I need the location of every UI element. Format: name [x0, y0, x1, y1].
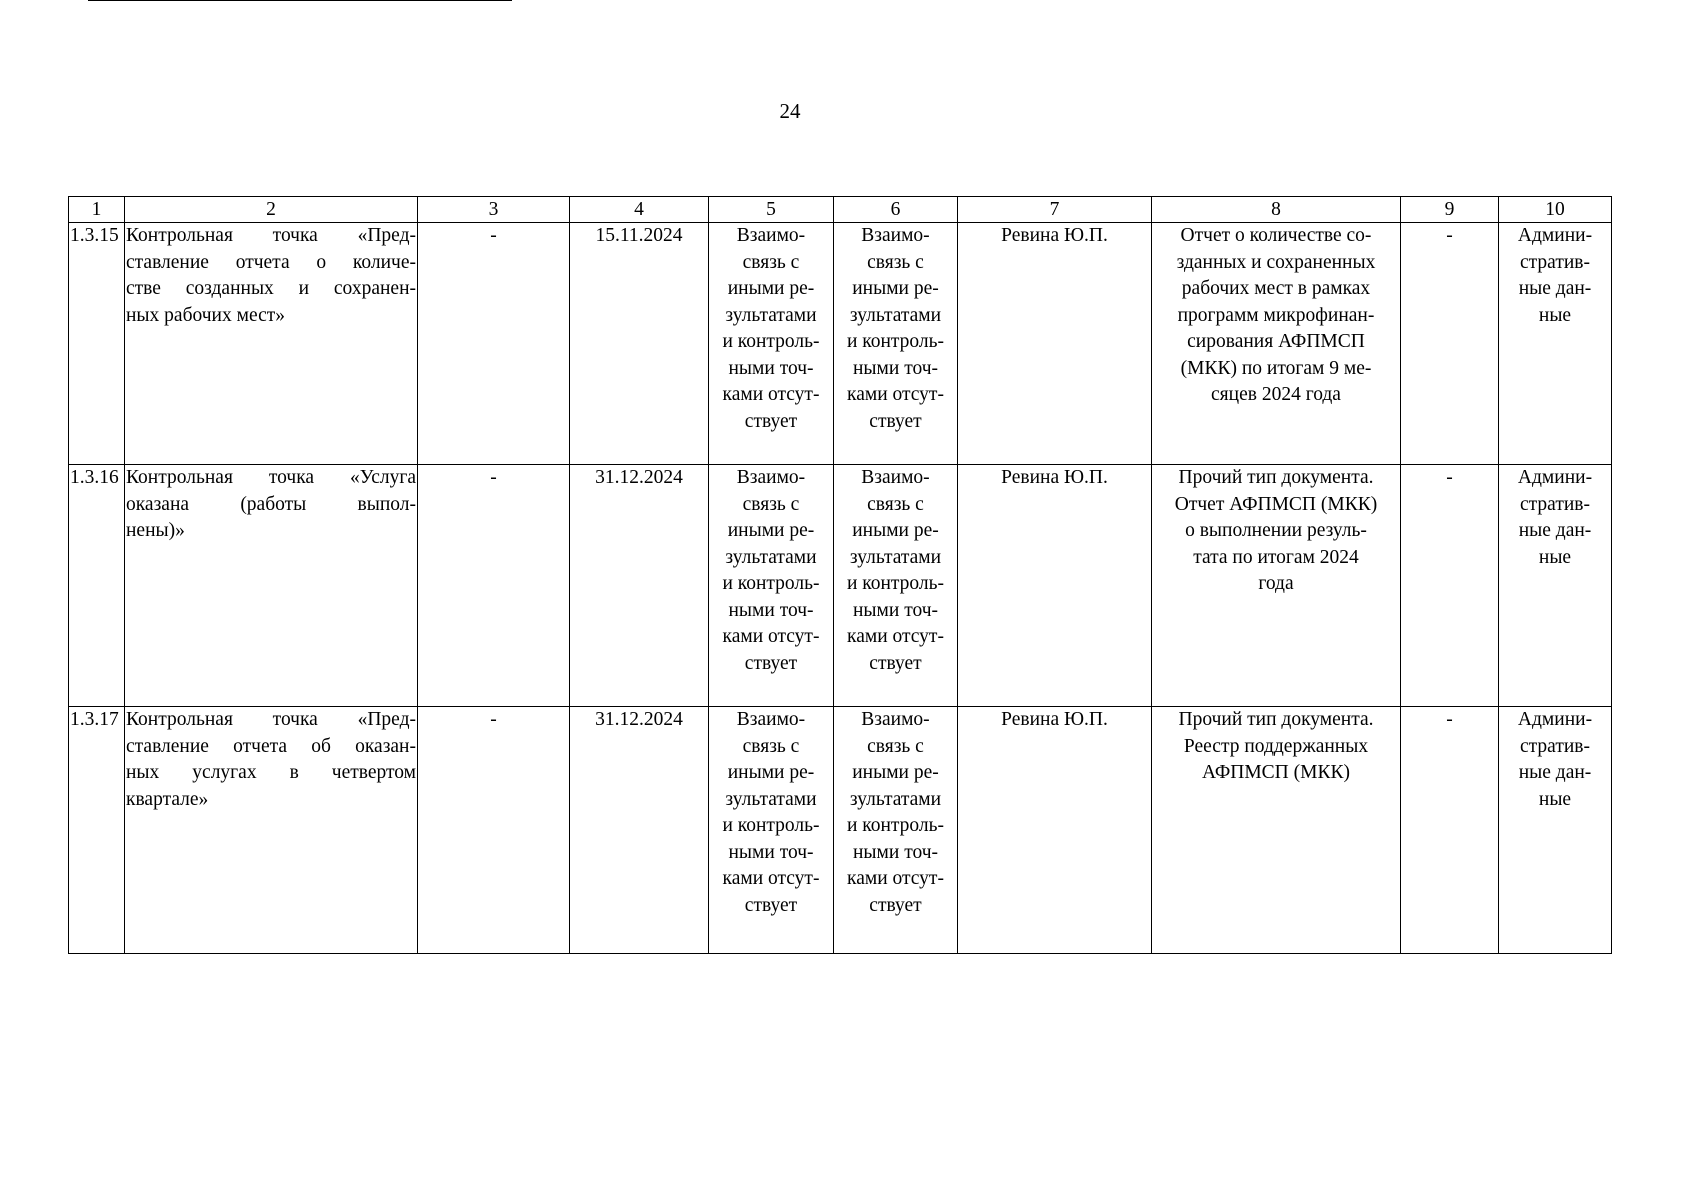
control-point-name-line: квартале»: [126, 788, 209, 810]
successors-line: зультатами: [849, 304, 942, 326]
document-line: зданных и сохраненных: [1176, 251, 1376, 273]
successors-line: зультатами: [849, 546, 942, 568]
info-system-cell: [1499, 223, 1612, 465]
predecessors-line: ствует: [744, 894, 798, 916]
table-row: [69, 707, 1612, 954]
date-cell: [570, 707, 709, 954]
column-3-value: -: [490, 467, 497, 488]
control-point-name-cell: [125, 223, 418, 465]
responsible-cell: [958, 465, 1152, 707]
document-line: Реестр поддержанных: [1183, 735, 1369, 757]
info-system-cell: [1499, 707, 1612, 954]
document-line: программ микрофинан-: [1177, 304, 1375, 326]
document-cell: [1152, 465, 1401, 707]
column-header: 4: [570, 197, 709, 223]
info-system-cell: [1499, 465, 1612, 707]
successors-line: связь с: [867, 493, 924, 515]
predecessors-cell: [709, 465, 834, 707]
control-point-name-line: стве созданных и сохранен-: [126, 278, 416, 299]
predecessors-line: Взаимо-: [736, 709, 806, 730]
column-header: 2: [125, 197, 418, 223]
column-header: 10: [1499, 197, 1612, 223]
predecessors-line: иными ре-: [727, 278, 815, 299]
info-system-line: ные: [1538, 788, 1572, 810]
row-number-cell: [69, 465, 125, 707]
info-system-line: Админи-: [1517, 709, 1593, 730]
successors-line: связь с: [867, 251, 924, 273]
info-system-line: ные: [1538, 546, 1572, 568]
document-line: года: [1258, 573, 1294, 594]
responsible-person: Ревина Ю.П.: [1001, 709, 1108, 730]
column-header: 3: [418, 197, 570, 223]
column-3-value: -: [490, 709, 497, 730]
predecessors-line: иными ре-: [727, 520, 815, 541]
predecessors-line: ными точ-: [728, 357, 814, 379]
info-system-line: Админи-: [1517, 467, 1593, 488]
successors-line: иными ре-: [852, 520, 939, 541]
document-line: о выполнении резуль-: [1185, 520, 1367, 541]
predecessors-line: и контроль-: [722, 331, 820, 352]
column-9-cell: [1401, 707, 1499, 954]
page-number: 24: [779, 99, 801, 123]
responsible-person: Ревина Ю.П.: [1001, 225, 1108, 246]
top-rule: [88, 0, 512, 1]
info-system-line: стратив-: [1520, 735, 1590, 757]
control-point-name-line: ных рабочих мест»: [126, 304, 286, 326]
successors-line: и контроль-: [846, 815, 945, 836]
column-header: 8: [1152, 197, 1401, 223]
successors-line: ками отсут-: [847, 868, 944, 889]
successors-line: ками отсут-: [847, 384, 944, 405]
predecessors-line: зультатами: [725, 546, 817, 568]
control-points-table: [68, 196, 1612, 954]
predecessors-line: связь с: [742, 735, 800, 757]
info-system-line: стратив-: [1520, 493, 1590, 515]
predecessors-line: ками отсут-: [722, 868, 820, 889]
control-point-name-line: ставление отчета о количе-: [126, 251, 416, 273]
row-number-cell: [69, 223, 125, 465]
document-cell: [1152, 223, 1401, 465]
predecessors-line: ками отсут-: [722, 384, 820, 405]
document-line: Прочий тип документа.: [1178, 467, 1374, 488]
row-number: 1.3.17: [70, 709, 119, 730]
document-line: Прочий тип документа.: [1178, 709, 1374, 730]
document-line: сяцев 2024 года: [1211, 384, 1341, 405]
predecessors-line: и контроль-: [722, 573, 820, 594]
successors-line: ками отсут-: [847, 626, 944, 647]
table-row: [69, 465, 1612, 707]
date-cell: [570, 223, 709, 465]
successors-line: ствует: [869, 652, 922, 674]
predecessors-line: ствует: [744, 410, 798, 432]
column-3-cell: [418, 223, 570, 465]
control-point-name-line: ставление отчета об оказан-: [126, 735, 416, 757]
successors-line: и контроль-: [846, 573, 945, 594]
table-row: [69, 223, 1612, 465]
info-system-line: ные дан-: [1518, 520, 1592, 541]
successors-line: ными точ-: [853, 841, 938, 863]
due-date: 15.11.2024: [595, 225, 683, 246]
document-line: рабочих мест в рамках: [1181, 278, 1371, 299]
column-9-cell: [1401, 465, 1499, 707]
predecessors-line: связь с: [742, 251, 800, 273]
document-line: Отчет о количестве со-: [1180, 225, 1372, 246]
document-line: АФПМСП (МКК): [1202, 762, 1350, 783]
column-3-value: -: [490, 225, 497, 246]
info-system-line: стратив-: [1520, 251, 1590, 273]
column-header: 5: [709, 197, 834, 223]
control-point-name-cell: [125, 465, 418, 707]
successors-line: Взаимо-: [861, 225, 930, 246]
row-number-cell: [69, 707, 125, 954]
info-system-line: ные: [1538, 304, 1572, 326]
info-system-line: ные дан-: [1518, 762, 1592, 783]
responsible-cell: [958, 223, 1152, 465]
column-header: 7: [958, 197, 1152, 223]
predecessors-line: зультатами: [725, 304, 817, 326]
successors-line: иными ре-: [852, 762, 939, 783]
control-point-name-line: нены)»: [126, 520, 185, 541]
successors-line: ствует: [869, 894, 922, 916]
document-line: сирования АФПМСП: [1187, 331, 1365, 352]
predecessors-line: Взаимо-: [736, 467, 806, 488]
predecessors-line: ствует: [744, 652, 798, 674]
info-system-line: Админи-: [1517, 225, 1593, 246]
date-cell: [570, 465, 709, 707]
column-9-value: -: [1446, 467, 1453, 488]
successors-line: Взаимо-: [861, 467, 930, 488]
row-number: 1.3.16: [70, 467, 119, 488]
document-cell: [1152, 707, 1401, 954]
successors-line: связь с: [867, 735, 924, 757]
control-point-name-line: оказана (работы выпол-: [126, 493, 416, 515]
header-row: [69, 197, 1612, 223]
column-3-cell: [418, 465, 570, 707]
predecessors-line: ками отсут-: [722, 626, 820, 647]
responsible-person: Ревина Ю.П.: [1001, 467, 1108, 488]
successors-cell: [834, 707, 958, 954]
successors-line: ными точ-: [853, 357, 938, 379]
column-9-cell: [1401, 223, 1499, 465]
document-line: тата по итогам 2024: [1193, 546, 1359, 568]
column-header: 9: [1401, 197, 1499, 223]
successors-line: и контроль-: [846, 331, 945, 352]
control-point-name-cell: [125, 707, 418, 954]
column-9-value: -: [1446, 709, 1453, 730]
column-3-cell: [418, 707, 570, 954]
predecessors-line: ными точ-: [728, 599, 814, 621]
predecessors-line: Взаимо-: [736, 225, 806, 246]
successors-line: ными точ-: [853, 599, 938, 621]
control-point-name-line: Контрольная точка «Услуга: [126, 467, 416, 488]
predecessors-line: иными ре-: [727, 762, 815, 783]
predecessors-line: и контроль-: [722, 815, 820, 836]
control-point-name-line: Контрольная точка «Пред-: [126, 225, 416, 246]
predecessors-line: связь с: [742, 493, 800, 515]
due-date: 31.12.2024: [595, 709, 683, 730]
successors-cell: [834, 465, 958, 707]
predecessors-cell: [709, 223, 834, 465]
document-line: Отчет АФПМСП (МКК): [1174, 493, 1378, 515]
successors-line: иными ре-: [852, 278, 939, 299]
column-9-value: -: [1446, 225, 1453, 246]
document-line: (МКК) по итогам 9 ме-: [1180, 357, 1372, 379]
successors-line: ствует: [869, 410, 922, 432]
responsible-cell: [958, 707, 1152, 954]
successors-line: зультатами: [849, 788, 942, 810]
predecessors-line: зультатами: [725, 788, 817, 810]
successors-cell: [834, 223, 958, 465]
info-system-line: ные дан-: [1518, 278, 1592, 299]
control-point-name-line: ных услугах в четвертом: [126, 762, 416, 783]
column-header: 1: [69, 197, 125, 223]
due-date: 31.12.2024: [595, 467, 683, 488]
successors-line: Взаимо-: [861, 709, 930, 730]
column-header: 6: [834, 197, 958, 223]
row-number: 1.3.15: [70, 225, 119, 246]
predecessors-cell: [709, 707, 834, 954]
control-point-name-line: Контрольная точка «Пред-: [126, 709, 416, 730]
predecessors-line: ными точ-: [728, 841, 814, 863]
